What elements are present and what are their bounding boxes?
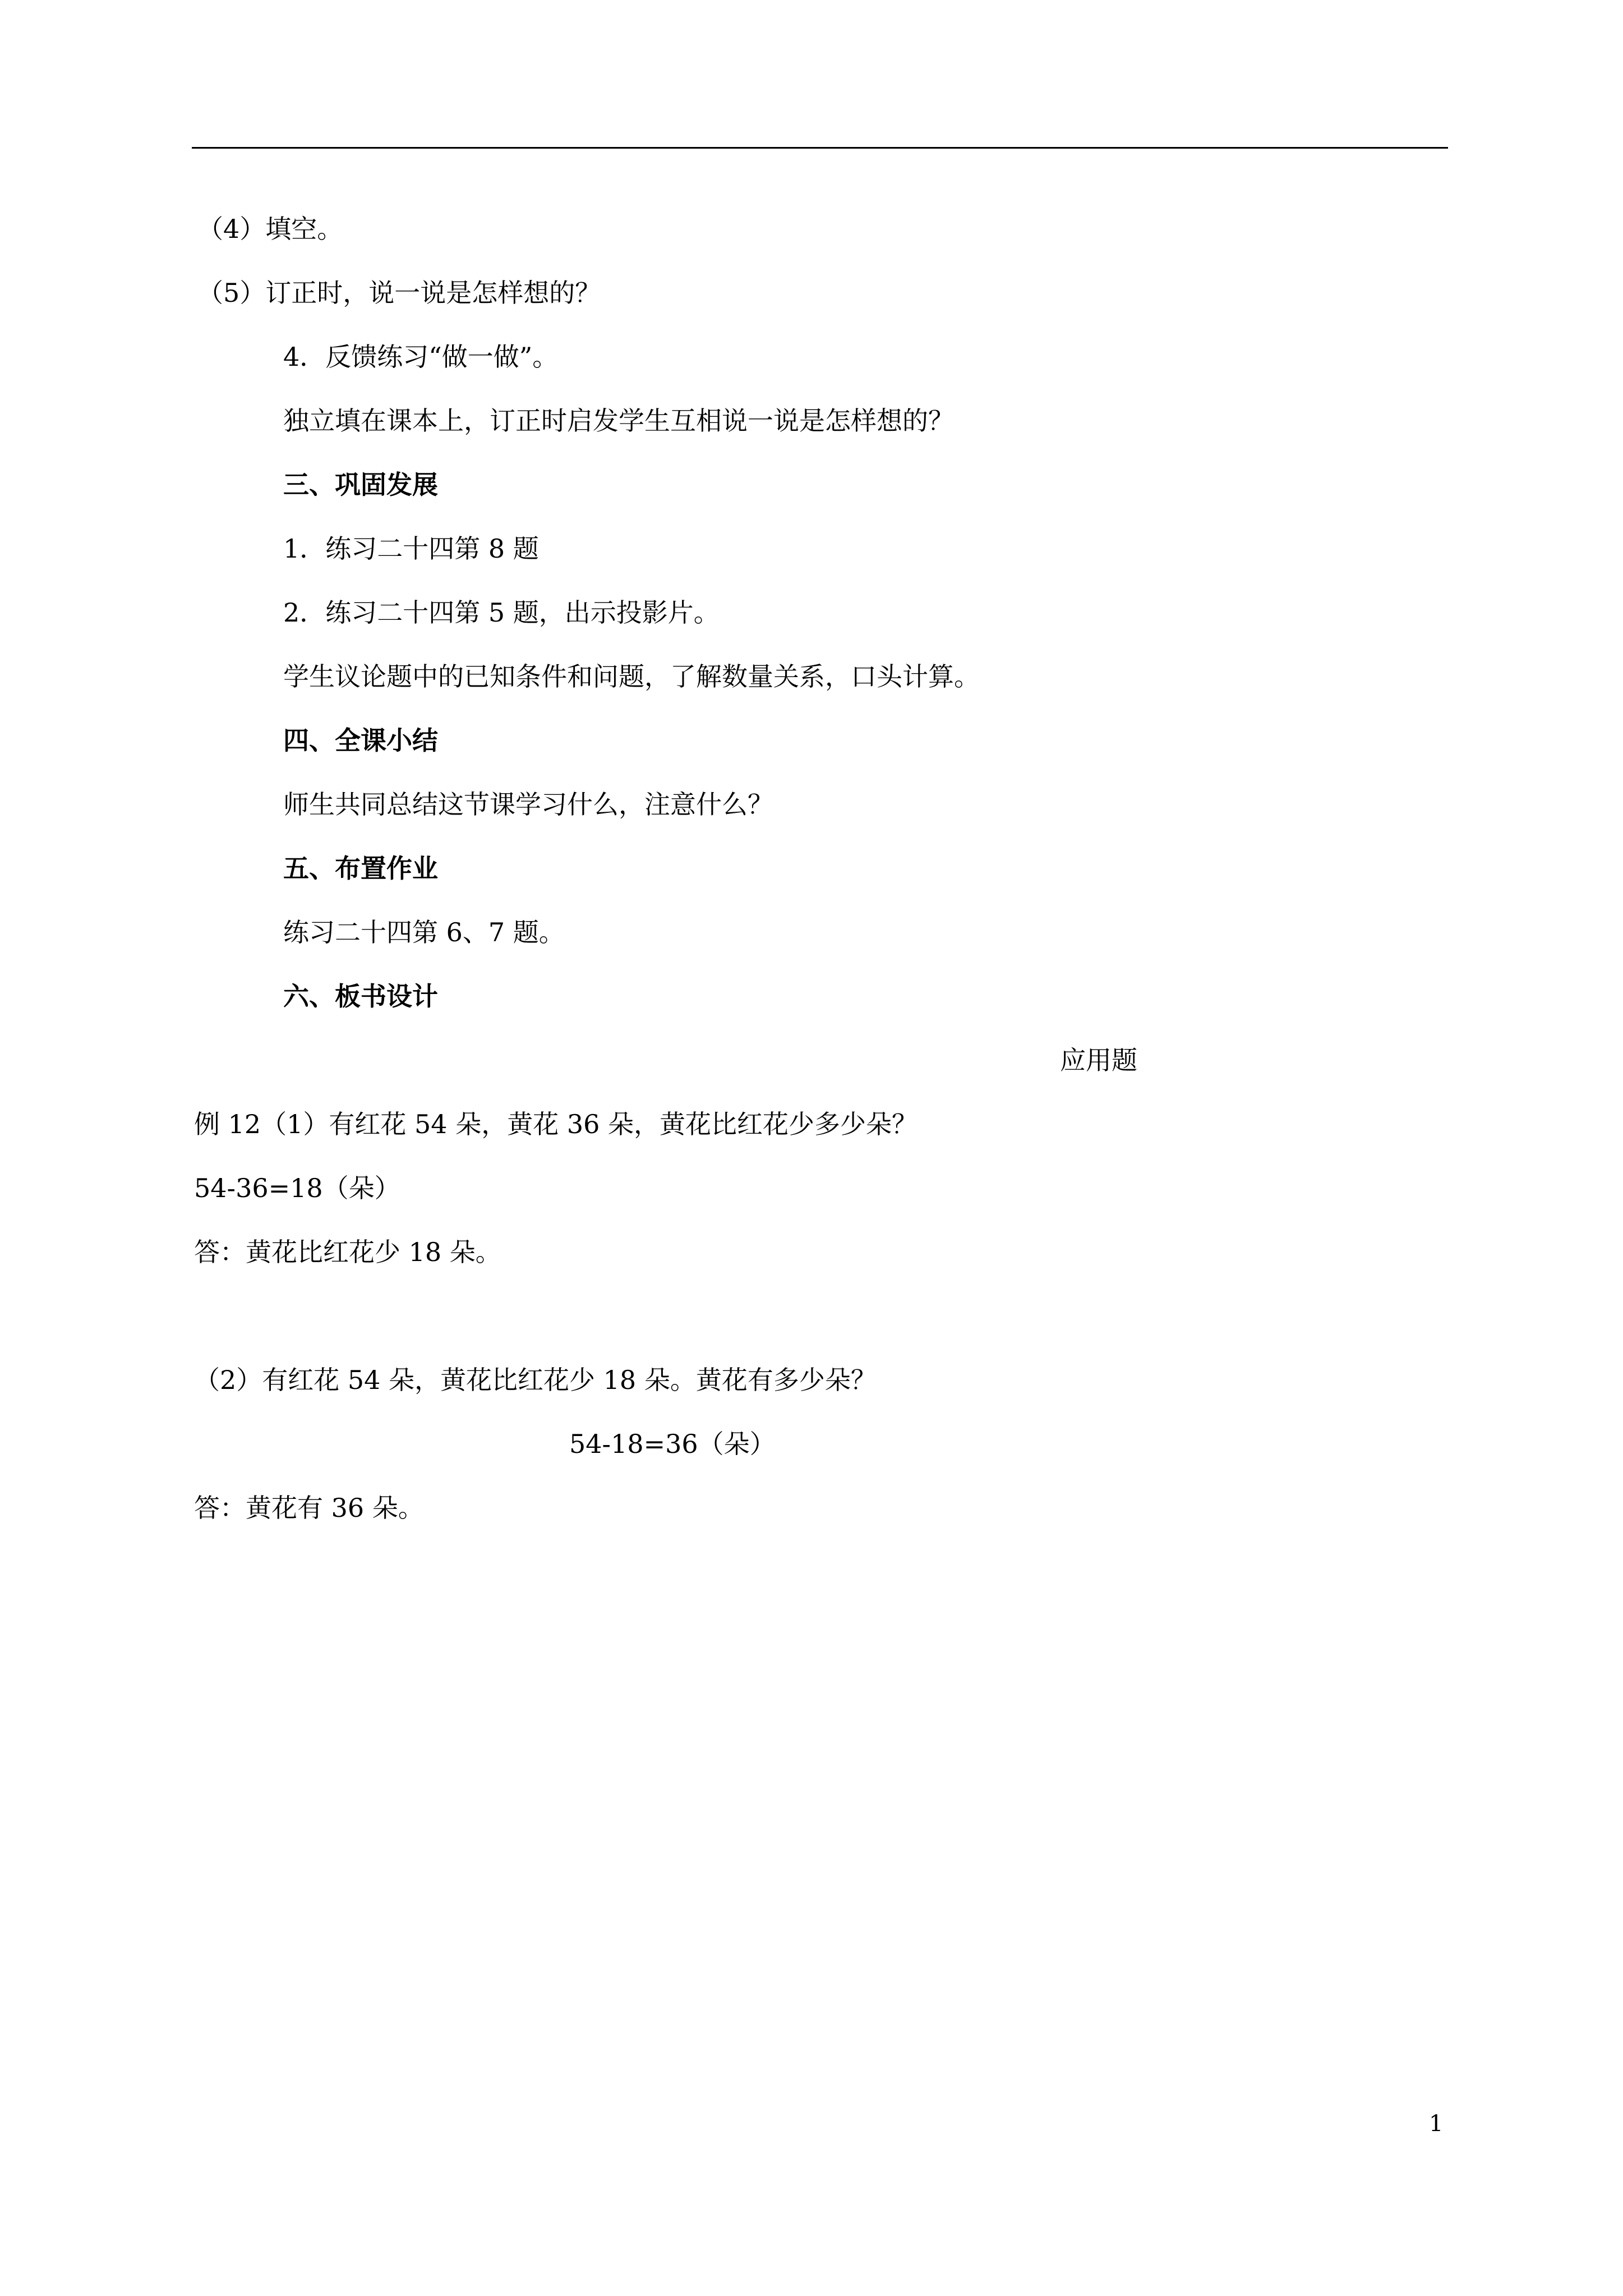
- section-heading-summary: 四、全课小结: [283, 725, 438, 756]
- item-5-correction: （5）订正时，说一说是怎样想的？: [197, 278, 601, 308]
- board-title: 应用题: [1060, 1045, 1137, 1075]
- exercise-2-text: 2．练习二十四第 5 题，出示投影片。: [283, 597, 720, 628]
- homework-text: 练习二十四第 6、7 题。: [283, 917, 565, 947]
- example-12-question-1: 例 12（1）有红花 54 朵，黄花 36 朵，黄花比红花少多少朵？: [194, 1109, 917, 1139]
- section-heading-homework: 五、布置作业: [283, 853, 438, 884]
- student-discussion-text: 学生议论题中的已知条件和问题，了解数量关系，口头计算。: [283, 661, 980, 692]
- summary-text: 师生共同总结这节课学习什么，注意什么？: [283, 789, 773, 820]
- answer-2: 答：黄花有 36 朵。: [194, 1493, 424, 1523]
- equation-2: 54-18=36（朵）: [569, 1429, 776, 1459]
- answer-1: 答：黄花比红花少 18 朵。: [194, 1237, 501, 1267]
- page-number: 1: [1429, 2111, 1444, 2137]
- header-rule: [192, 147, 1448, 149]
- section-heading-consolidate: 三、巩固发展: [283, 470, 438, 500]
- step-4-feedback-practice: 4．反馈练习“做一做”。: [283, 342, 559, 372]
- equation-1: 54-36=18（朵）: [194, 1173, 400, 1203]
- section-heading-board-design: 六、板书设计: [283, 981, 438, 1011]
- example-12-question-2: （2）有红花 54 朵，黄花比红花少 18 朵。黄花有多少朵？: [194, 1365, 877, 1395]
- item-4-fill-blank: （4）填空。: [197, 214, 343, 244]
- exercise-1-text: 1．练习二十四第 8 题: [283, 533, 539, 564]
- independent-fill-text: 独立填在课本上，订正时启发学生互相说一说是怎样想的？: [283, 406, 954, 436]
